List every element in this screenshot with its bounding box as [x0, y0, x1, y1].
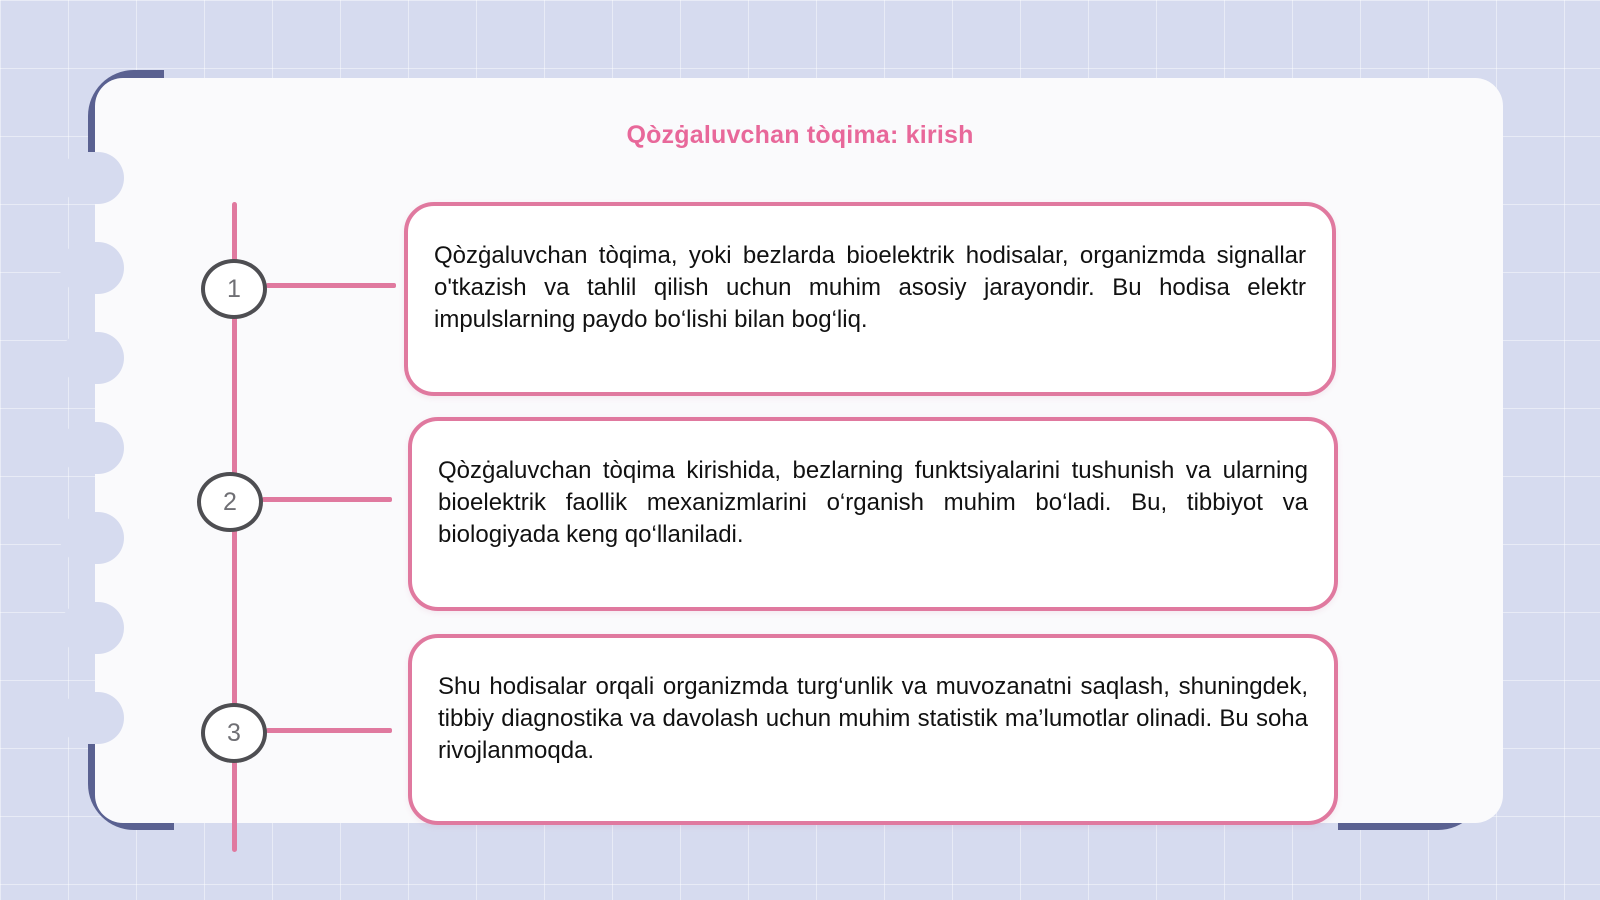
timeline-marker-3 — [201, 703, 267, 763]
sheet-scallop — [60, 242, 124, 294]
slide-title: Qòzġaluvchan tòqima: kirish — [626, 121, 974, 149]
timeline-connector-3 — [266, 728, 392, 733]
sheet-scallop — [60, 602, 124, 654]
timeline-marker-2 — [197, 472, 263, 532]
timeline-marker-1 — [201, 259, 267, 319]
sheet-scallop — [60, 692, 124, 744]
sheet-scallop — [60, 332, 124, 384]
timeline-card-1 — [404, 202, 1336, 396]
timeline-number: 2 — [223, 487, 237, 516]
timeline-connector-1 — [266, 283, 396, 288]
timeline-card-3 — [408, 634, 1338, 825]
sheet-scallop — [60, 422, 124, 474]
card-text: Qòzġaluvchan tòqima kirishida, bezlarning funktsiyalarini tushunish va ularning bioelektrik faollik mexanizmlarini o‘rganish muhim bo‘ladi. Bu, tibbiyot va biologiyada keng qo‘llaniladi. — [438, 457, 1308, 548]
timeline-number: 3 — [227, 718, 241, 747]
card-text: Qòzġaluvchan tòqima, yoki bezlarda bioelektrik hodisalar, organizmda signallar o'tkazish va tahlil qilish uchun muhim asosiy jarayondir. Bu hodisa elektr impulslarning paydo bo‘lishi bilan bog‘liq. — [434, 242, 1306, 333]
sheet-scallop — [60, 512, 124, 564]
timeline-connector-2 — [262, 497, 392, 502]
card-text: Shu hodisalar orqali organizmda turg‘unlik va muvozanatni saqlash, shuningdek, tibbiy diagnostika va davolash uchun muhim statistik ma’lumotlar olinadi. Bu soha rivojlanmoqda. — [438, 672, 1308, 764]
timeline-number: 1 — [227, 274, 241, 303]
timeline-card-2 — [408, 417, 1338, 611]
sheet-scallop — [60, 152, 124, 204]
